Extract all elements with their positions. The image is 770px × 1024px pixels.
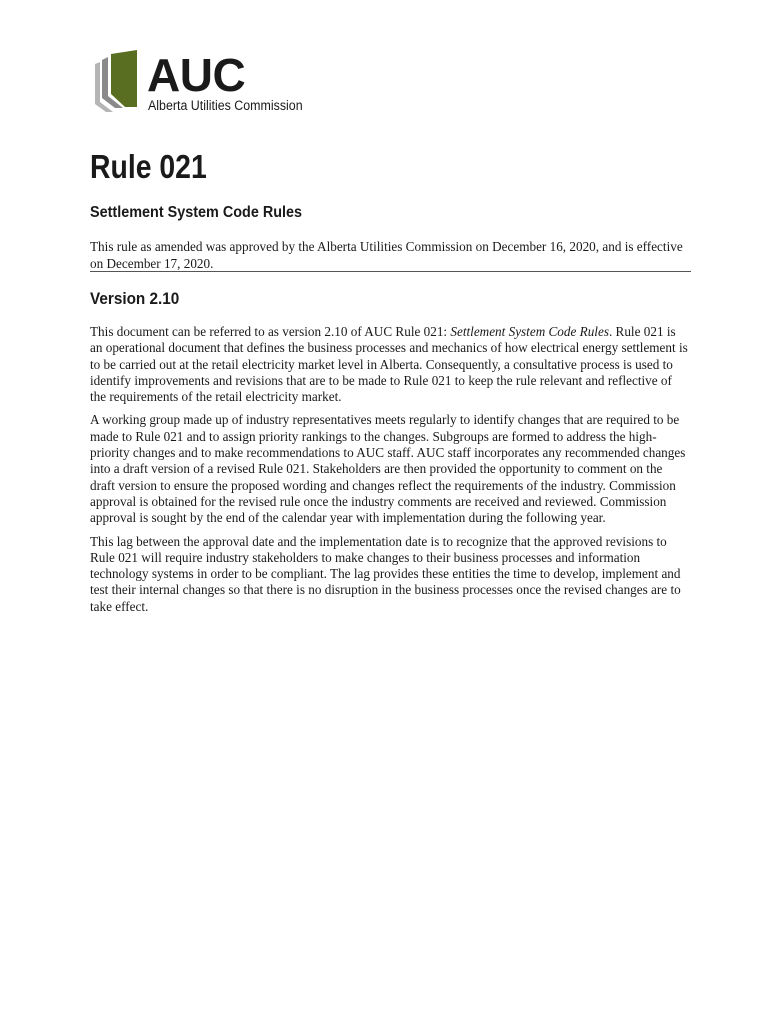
logo-organization-name: Alberta Utilities Commission [148, 98, 303, 113]
paragraph-lag: This lag between the approval date and the implementation date is to recognize that the approved revisions to Rule 021 will require industry stakeholders to make changes to their business processes and information technology systems in order to be compliant. The lag provides these entities the time to develop, implement and test their internal changes so that there is no disruption in the business processes once the revised changes are to take effect. [90, 533, 681, 614]
horizontal-divider [90, 271, 691, 272]
paragraph-working-group: A working group made up of industry representatives meets regularly to identify changes that are required to be made to Rule 021 and to assign priority rankings to the changes. Subgroups are formed to address the high-priority changes and to make recommendations to AUC staff. AUC staff incorporates any recommended changes into a draft version of a revised Rule 021. Stakeholders are then provided the opportunity to comment on the draft version to ensure the proposed wording and changes reflect the requirements of the industry. Commission approval is obtained for the revised rule once the industry comments are received and reviewed. Commission approval is sought by the end of the calendar year with implementation during the following year. [90, 412, 686, 526]
logo-wordmark: AUC [147, 49, 246, 101]
auc-logo-mark-icon [92, 50, 142, 112]
auc-logo [92, 50, 312, 120]
paragraph-reference-intro: This document can be referred to as version 2.10 of AUC Rule 021: [90, 324, 451, 339]
body-content [90, 324, 690, 622]
rule-title-italic: Settlement System Code Rules [450, 324, 609, 339]
approval-statement: This rule as amended was approved by the Alberta Utilities Commission on December 16, 2020, and is effective on December 17, 2020. [90, 239, 683, 271]
paragraph-reference-rest: . Rule 021 is an operational document that defines the business processes and mechanics of how electrical energy settlement is to be carried out at the retail electricity market level in Alberta. Consequently, a consultative process is used to identify improvements and revisions that are to be made to Rule 021 to keep the rule relevant and reflective of the requirements of the retail electricity market. [90, 324, 688, 405]
version-heading: Version 2.10 [90, 289, 180, 308]
paragraph-reference [90, 324, 690, 405]
page-title: Rule 021 [90, 148, 207, 185]
document-subtitle: Settlement System Code Rules [90, 204, 303, 221]
